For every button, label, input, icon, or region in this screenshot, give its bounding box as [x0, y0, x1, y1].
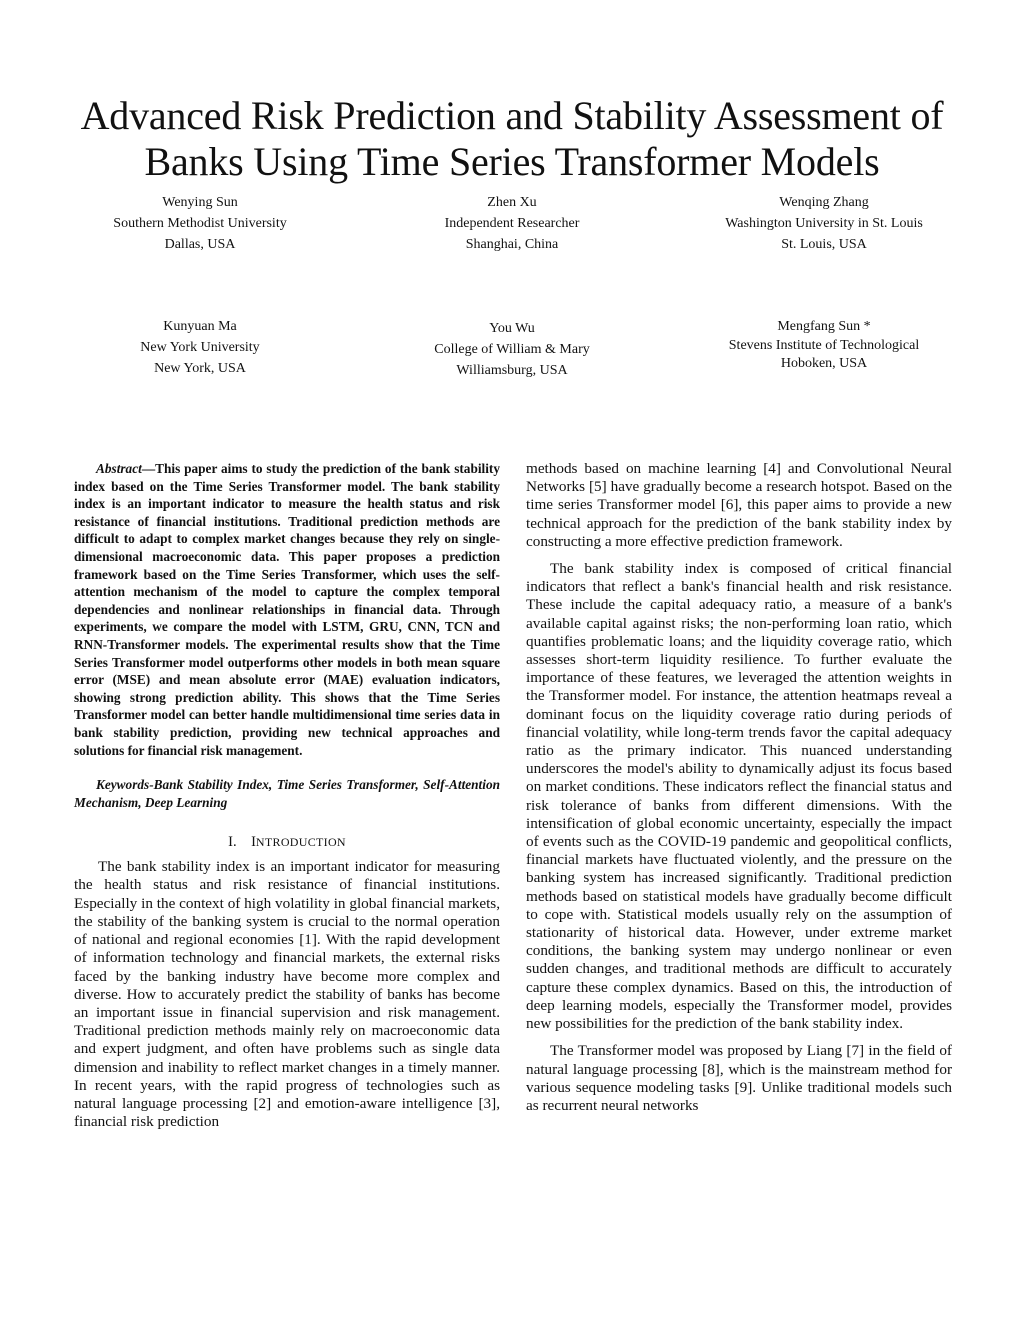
left-column: [74, 460, 500, 1131]
author-block: [674, 316, 974, 373]
author-location: New York, USA: [154, 361, 246, 376]
intro-paragraph: The bank stability index is an important indicator for measuring the health status and risk resistance of financial institutions. Especially in the context of high volatility in global financial markets, the stability of the banking system is crucial to the normal operation of national and regional economies [1]. With the rapid development of information technology and financial markets, the external risks faced by the banking industry have become more complex and diverse. How to accurately predict the stability of banks has become an important issue in financial supervision and risk management. Traditional prediction methods mainly rely on macroeconomic data and expert judgment, and often have problems such as single data dimension and inability to reflect market changes in a timely manner. In recent years, with the rapid progress of technologies such as natural language processing [2] and emotion-aware intelligence [3], financial risk prediction: [74, 858, 500, 1131]
author-name: You Wu: [489, 321, 535, 336]
section-title-initial: I: [251, 834, 256, 851]
section-title-rest: NTRODUCTION: [255, 835, 346, 850]
author-affiliation: Washington University in St. Louis: [725, 216, 923, 231]
author-name: Mengfang Sun *: [777, 319, 871, 334]
author-location: Williamsburg, USA: [456, 363, 568, 378]
author-location: Hoboken, USA: [780, 356, 868, 371]
author-name: Kunyuan Ma: [163, 319, 237, 334]
author-name: Wenying Sun: [162, 195, 238, 210]
author-block: [362, 318, 662, 381]
body-paragraph: methods based on machine learning [4] and Convolutional Neural Networks [5] have gradually become a research hotspot. Based on the time series Transformer model [6], this paper aims to provide a new technical approach for the prediction of the bank stability index by constructing a more effective prediction framework.: [526, 460, 952, 550]
section-number: I.: [228, 834, 237, 851]
author-block: [674, 192, 974, 255]
abstract-label: Abstract: [96, 461, 142, 476]
author-affiliation: Stevens Institute of Technological: [728, 338, 920, 353]
author-affiliation: College of William & Mary: [434, 342, 590, 357]
author-block: [50, 192, 350, 255]
paper-title: Advanced Risk Prediction and Stability Assessment of Banks Using Time Series Transformer Models: [80, 93, 944, 184]
author-location: Dallas, USA: [164, 237, 236, 252]
body-paragraph: The bank stability index is composed of critical financial indicators that reflect a bank's financial health and risk resistance. These include the capital adequacy ratio, a measure of a bank's available capital against risks; the non-performing loan ratio, which quantifies problematic loans; and the liquidity coverage ratio, which assesses short-term liquidity resilience. To further evaluate the importance of these features, we leveraged the attention weights in the Transformer model. For instance, the attention heatmaps reveal a dominant focus on the liquidity coverage ratio during periods of financial volatility, while long-term trends favor the capital adequacy ratio as the primary indicator. This nuanced understanding underscores the model's ability to dynamically adjust its focus based on market conditions. These indicators reflect the financial status and risk tolerance of banks from different dimensions. With the intensification of global economic uncertainty, especially the impact of events such as the COVID-19 pandemic and geopolitical conflicts, financial markets have fluctuated violently, and the pressure on the banking system has increased significantly. Traditional prediction methods based on statistical models have gradually become difficult to cope with. Statistical models usually rely on the assumption of stationarity of historical data. However, under extreme market conditions, the banking system may undergo nonlinear or even sudden changes, and traditional methods are difficult to accurately capture these complex dynamics. Based on this, the introduction of deep learning models, especially the Transformer model, provides new possibilities for the prediction of the bank stability index.: [526, 560, 952, 1033]
author-location: St. Louis, USA: [781, 237, 867, 252]
author-block: [362, 192, 662, 255]
author-location: Shanghai, China: [465, 237, 559, 252]
author-block: [50, 316, 350, 379]
right-column: [526, 460, 952, 1115]
abstract: Abstract—This paper aims to study the prediction of the bank stability index based on the Time Series Transformer model. The bank stability index is an important indicator to measure the health status and risk resistance of financial institutions. Traditional prediction methods are difficult to adapt to complex market changes because they rely on single-dimensional macroeconomic data. This paper proposes a prediction framework based on the Time Series Transformer, which uses the self-attention mechanism of the model to capture the complex temporal dependencies and nonlinear relationships in financial data. Through experiments, we compare the model with LSTM, GRU, CNN, TCN and RNN-Transformer models. The experimental results show that the Time Series Transformer model outperforms other models in both mean square error (MSE) and mean absolute error (MAE) evaluation indicators, showing strong prediction ability. This shows that the Time Series Transformer model can better handle multidimensional time series data in bank stability prediction, providing new technical approaches and solutions for financial risk management.: [74, 461, 500, 758]
body-paragraph: The Transformer model was proposed by Liang [7] in the field of natural language processing [8], which is the mainstream method for various sequence modeling tasks [9]. Unlike traditional models such as recurrent neural networks: [526, 1042, 952, 1114]
author-affiliation: New York University: [140, 340, 260, 355]
author-name: Zhen Xu: [487, 195, 537, 210]
author-affiliation: Independent Researcher: [444, 216, 580, 231]
abstract-text: This paper aims to study the prediction of the bank stability index based on the Time Series Transformer model. The bank stability index is an important indicator to measure the health status and risk resistance of financial institutions. Traditional prediction methods are difficult to adapt to complex market changes because they rely on single-dimensional macroeconomic data. This paper proposes a prediction framework based on the Time Series Transformer, which uses the self-attention mechanism of the model to capture the complex temporal dependencies and nonlinear relationships in financial data. Through experiments, we compare the model with LSTM, GRU, CNN, TCN and RNN-Transformer models. The experimental results show that the Time Series Transformer model outperforms other models in both mean square error (MSE) and mean absolute error (MAE) evaluation indicators, showing strong prediction ability. This shows that the Time Series Transformer model can better handle multidimensional time series data in bank stability prediction, providing new technical approaches and solutions for financial risk management.: [74, 461, 500, 758]
author-affiliation: Southern Methodist University: [113, 216, 287, 231]
keywords: Keywords-Bank Stability Index, Time Series Transformer, Self-Attention Mechanism, Deep Learning: [74, 777, 500, 810]
author-name: Wenqing Zhang: [779, 195, 869, 210]
section-heading-introduction: [74, 833, 500, 851]
